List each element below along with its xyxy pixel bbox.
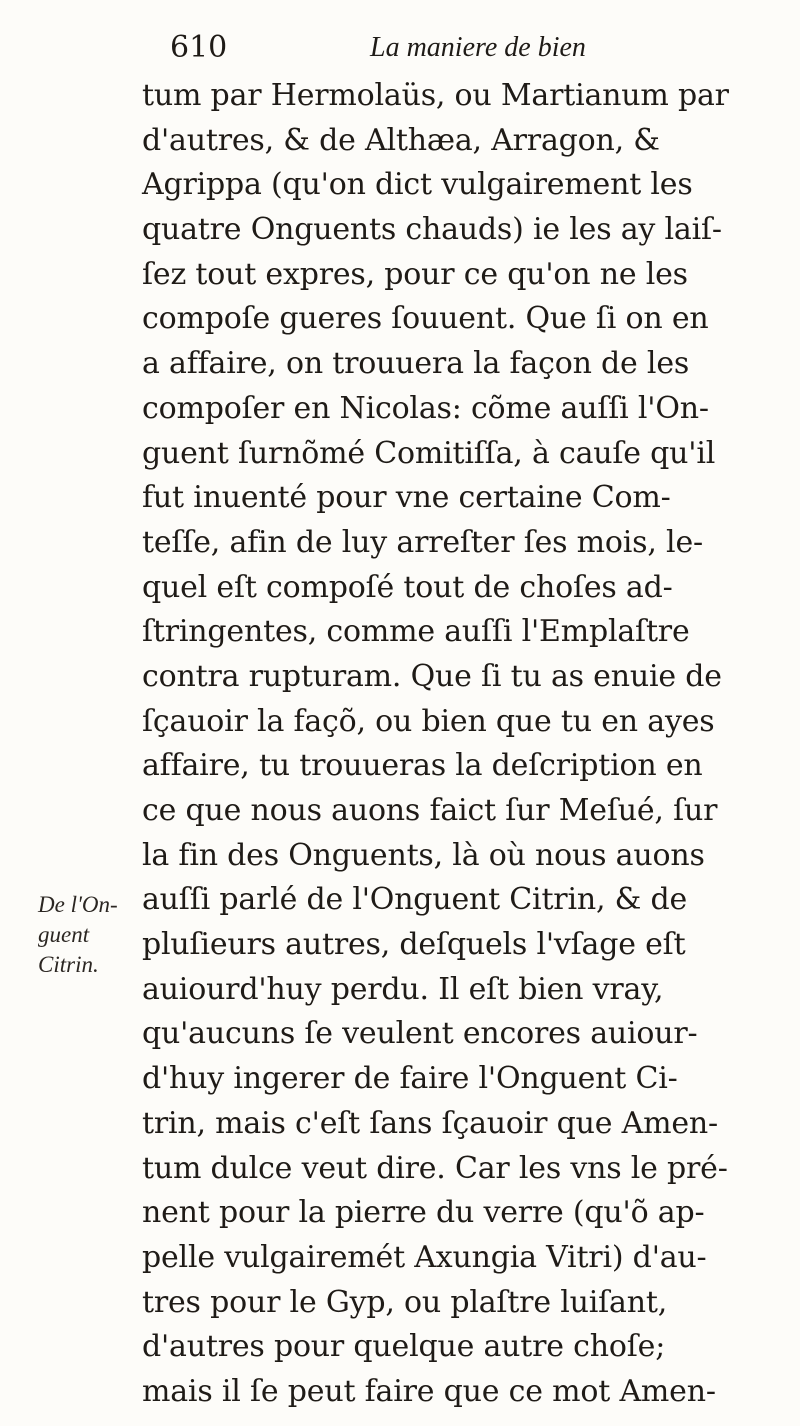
text-line: la fin des Onguents, là où nous auons [142,837,705,873]
text-line: compoſer en Nicolas: cõme auſſi l'On- [142,390,709,426]
text-line: guent ſurnõmé Comitiſſa, à cauſe qu'il [142,435,716,471]
text-line: tum dulce veut dire. Car les vns le pré- [142,1150,728,1186]
text-line: qu'aucuns ſe veulent encores auiour- [142,1016,698,1052]
text-line: compoſe gueres ſouuent. Que ſi on en [142,301,709,337]
text-line: quatre Onguents chauds) ie les ay laiſ- [142,212,722,248]
text-line: contra rupturam. Que ſi tu as enuie de [142,658,722,694]
text-line: mais il ſe peut faire que ce mot Amen- [142,1373,716,1409]
text-line: teſſe, afin de luy arreſter ſes mois, le- [142,524,703,560]
text-line: d'huy ingerer de faire l'Onguent Ci- [142,1061,678,1097]
text-line: trin, mais c'eſt ſans ſçauoir que Amen- [142,1105,718,1141]
text-line: auſſi parlé de l'Onguent Citrin, & de [142,882,688,918]
text-line: a affaire, on trouuera la façon de les [142,346,690,382]
marginal-note-line: guent [38,922,90,947]
text-line: nent pour la pierre du verre (qu'õ ap- [142,1195,705,1231]
text-line: tres pour le Gyp, ou plaſtre luiſant, [142,1284,668,1320]
text-line: ſtringentes, comme auſſi l'Emplaſtre [142,614,690,650]
text-line: ce que nous auons faict ſur Meſué, ſur [142,793,718,828]
text-line: d'autres, & de Althæa, Arragon, & [142,122,660,158]
text-line: Agrippa (qu'on dict vulgairement les [142,167,693,203]
text-line: ſez tout expres, pour ce qu'on ne les [142,256,688,292]
text-line: fut inuenté pour vne certaine Com- [142,480,671,516]
body-text [142,74,792,1415]
marginal-note [38,890,138,980]
marginal-note-line: De l'On- [38,892,118,917]
text-line: pelle vulgairemét Axungia Vitri) d'au- [142,1239,707,1275]
text-line: d'autres pour quelque autre choſe; [142,1329,666,1365]
page-number: 610 [170,30,228,65]
running-head: La maniere de bien [370,32,586,63]
text-line: affaire, tu trouueras la deſcription en [142,748,703,784]
text-line: auiourd'huy perdu. Il eſt bien vray, [142,971,664,1007]
text-line: quel eſt compoſé tout de choſes ad- [142,569,673,605]
text-line: tum par Hermolaüs, ou Martianum par [142,78,729,113]
text-line: pluſieurs autres, deſquels l'vſage eſt [142,927,686,963]
page-header [150,30,790,74]
marginal-note-line: Citrin. [38,952,99,977]
text-line: ſçauoir la façõ, ou bien que tu en ayes [142,703,715,739]
